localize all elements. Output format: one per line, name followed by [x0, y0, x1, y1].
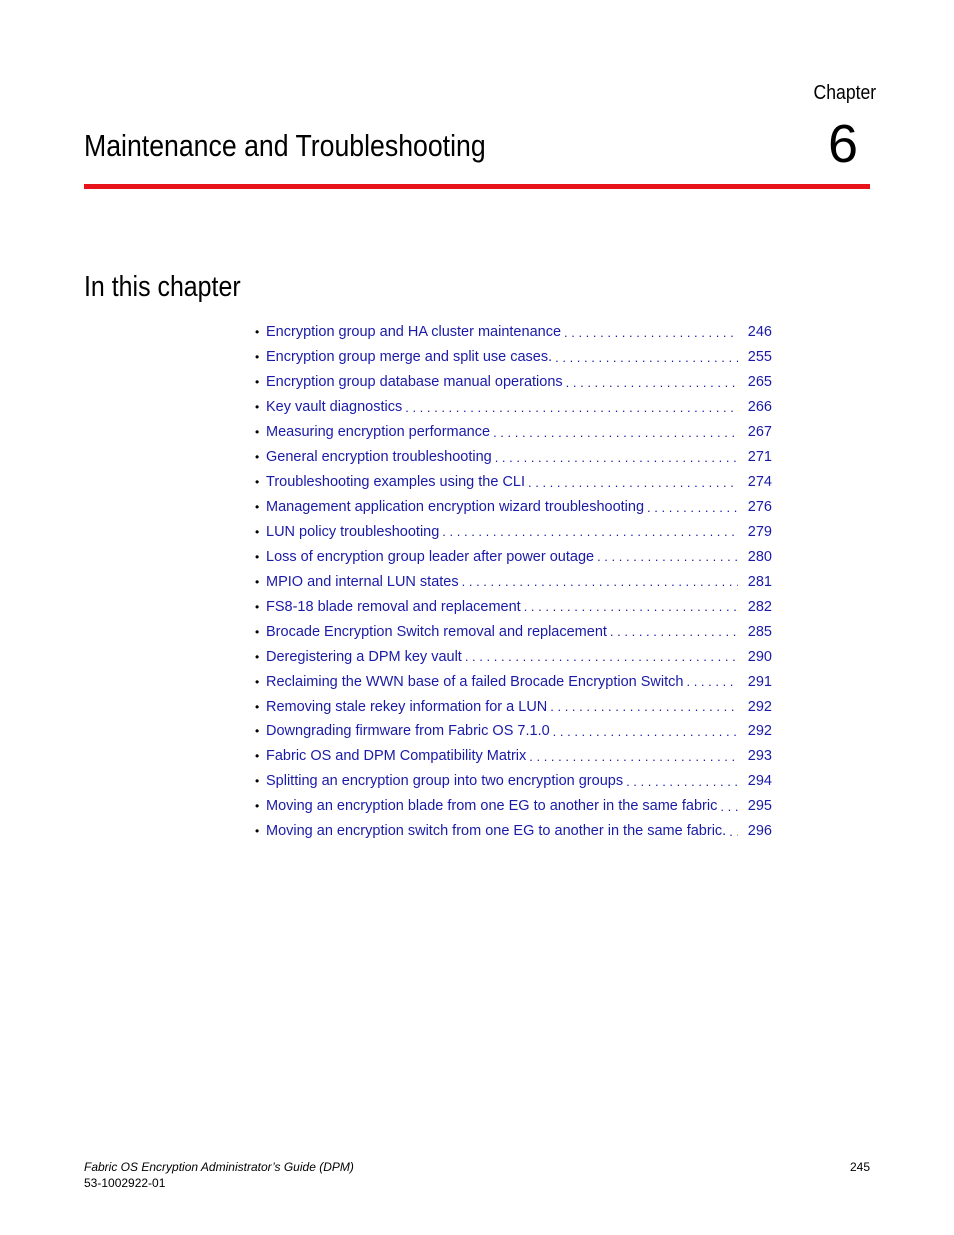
toc-item-title[interactable]: Encryption group and HA cluster maintenance [266, 324, 562, 341]
toc-item-page[interactable]: 291 [747, 673, 772, 690]
toc-item[interactable] [255, 445, 772, 470]
toc-item[interactable] [255, 569, 772, 594]
toc-item-title[interactable]: Measuring encryption performance [266, 424, 491, 441]
toc-item-title[interactable]: Downgrading firmware from Fabric OS 7.1.0 [266, 723, 550, 740]
bullet-icon: • [255, 774, 260, 789]
chapter-title: Maintenance and Troubleshooting [84, 128, 486, 163]
bullet-icon: • [255, 524, 260, 539]
toc-item[interactable] [255, 320, 772, 345]
toc-item[interactable] [255, 370, 772, 395]
bullet-icon: • [255, 724, 260, 739]
toc-item-page[interactable]: 281 [747, 573, 772, 590]
toc-item-page[interactable]: 265 [747, 374, 772, 391]
bullet-icon: • [255, 475, 260, 490]
dot-leader [597, 549, 738, 564]
toc-item-title[interactable]: Moving an encryption switch from one EG to another in the same fabric. [266, 823, 727, 840]
toc-item-title[interactable]: Encryption group database manual operations [266, 374, 563, 391]
bullet-icon: • [255, 624, 260, 639]
bullet-icon: • [255, 450, 260, 465]
toc-item-title[interactable]: Reclaiming the WWN base of a failed Brocade Encryption Switch [266, 673, 684, 690]
toc-item[interactable] [255, 719, 772, 744]
toc-item[interactable] [255, 819, 772, 844]
dot-leader [462, 574, 738, 589]
toc-item-page[interactable]: 280 [747, 548, 772, 565]
toc-item-page[interactable]: 285 [747, 623, 772, 640]
dot-leader [564, 325, 738, 340]
toc-item[interactable] [255, 594, 772, 619]
toc-item-page[interactable]: 294 [747, 773, 772, 790]
toc-item-page[interactable]: 290 [747, 648, 772, 665]
toc-item[interactable] [255, 694, 772, 719]
toc-item-page[interactable]: 293 [747, 748, 772, 765]
bullet-icon: • [255, 824, 260, 839]
toc-item[interactable] [255, 669, 772, 694]
toc-item-page[interactable]: 246 [747, 324, 772, 341]
toc-item-title[interactable]: Encryption group merge and split use cases. [266, 349, 553, 366]
dot-leader [553, 724, 738, 739]
toc-item-title[interactable]: Management application encryption wizard troubleshooting [266, 499, 645, 516]
dot-leader [405, 400, 738, 415]
toc-item-title[interactable]: Removing stale rekey information for a LUN [266, 698, 548, 715]
toc-item-page[interactable]: 274 [747, 474, 772, 491]
footer-page-number: 245 [849, 1160, 870, 1174]
toc-item-title[interactable]: Deregistering a DPM key vault [266, 648, 462, 665]
bullet-icon: • [255, 549, 260, 564]
dot-leader [442, 524, 738, 539]
dot-leader [626, 774, 738, 789]
toc-item-title[interactable]: Splitting an encryption group into two encryption groups [266, 773, 624, 790]
toc-item[interactable] [255, 544, 772, 569]
toc-item[interactable] [255, 495, 772, 520]
dot-leader [720, 799, 738, 814]
toc-item-title[interactable]: Moving an encryption blade from one EG to another in the same fabric [266, 798, 718, 815]
toc-item-page[interactable]: 267 [747, 424, 772, 441]
bullet-icon: • [255, 699, 260, 714]
dot-leader [493, 425, 738, 440]
toc-item-page[interactable]: 292 [747, 723, 772, 740]
toc-item-page[interactable]: 295 [747, 798, 772, 815]
chapter-rule [84, 184, 870, 189]
dot-leader [555, 350, 738, 365]
bullet-icon: • [255, 375, 260, 390]
toc-item-page[interactable]: 279 [747, 523, 772, 540]
toc-item-title[interactable]: LUN policy troubleshooting [266, 523, 440, 540]
footer-book-title: Fabric OS Encryption Administrator’s Guide (DPM) [84, 1160, 354, 1174]
dot-leader [495, 450, 738, 465]
toc-item[interactable] [255, 794, 772, 819]
toc-item-page[interactable]: 292 [747, 698, 772, 715]
bullet-icon: • [255, 350, 260, 365]
bullet-icon: • [255, 674, 260, 689]
toc-item-title[interactable]: General encryption troubleshooting [266, 449, 492, 466]
toc-item[interactable] [255, 395, 772, 420]
toc-item-title[interactable]: Brocade Encryption Switch removal and replacement [266, 623, 607, 640]
toc-item[interactable] [255, 470, 772, 495]
toc-item[interactable] [255, 520, 772, 545]
toc-item-page[interactable]: 271 [747, 449, 772, 466]
dot-leader [529, 749, 738, 764]
section-title: In this chapter [84, 271, 241, 303]
toc-item[interactable] [255, 619, 772, 644]
chapter-number: 6 [827, 114, 858, 174]
toc-item-title[interactable]: FS8-18 blade removal and replacement [266, 598, 521, 615]
bullet-icon: • [255, 400, 260, 415]
toc-item-page[interactable]: 282 [747, 598, 772, 615]
dot-leader [550, 699, 738, 714]
toc-item-page[interactable]: 276 [747, 499, 772, 516]
bullet-icon: • [255, 649, 260, 664]
toc-item-page[interactable]: 255 [747, 349, 772, 366]
bullet-icon: • [255, 500, 260, 515]
toc-item[interactable] [255, 420, 772, 445]
toc-item[interactable] [255, 744, 772, 769]
bullet-icon: • [255, 425, 260, 440]
bullet-icon: • [255, 325, 260, 340]
dot-leader [524, 599, 738, 614]
chapter-label: Chapter [813, 82, 876, 104]
toc-item[interactable] [255, 345, 772, 370]
bullet-icon: • [255, 599, 260, 614]
toc-item-page[interactable]: 266 [747, 399, 772, 416]
dot-leader [686, 674, 738, 689]
toc-item-title[interactable]: Fabric OS and DPM Compatibility Matrix [266, 748, 527, 765]
bullet-icon: • [255, 749, 260, 764]
dot-leader [729, 824, 738, 839]
toc-item-page[interactable]: 296 [747, 823, 772, 840]
dot-leader [465, 649, 738, 664]
dot-leader [566, 375, 738, 390]
bullet-icon: • [255, 574, 260, 589]
dot-leader [647, 500, 738, 515]
toc-item[interactable] [255, 644, 772, 669]
toc-item-title[interactable]: MPIO and internal LUN states [266, 573, 459, 590]
footer-doc-number: 53-1002922-01 [84, 1176, 166, 1190]
toc-item-title[interactable]: Loss of encryption group leader after power outage [266, 548, 595, 565]
dot-leader [528, 475, 738, 490]
toc-item-title[interactable]: Key vault diagnostics [266, 399, 403, 416]
toc-item-title[interactable]: Troubleshooting examples using the CLI [266, 474, 526, 491]
dot-leader [610, 624, 738, 639]
toc-item[interactable] [255, 769, 772, 794]
bullet-icon: • [255, 799, 260, 814]
toc-list [255, 320, 772, 844]
